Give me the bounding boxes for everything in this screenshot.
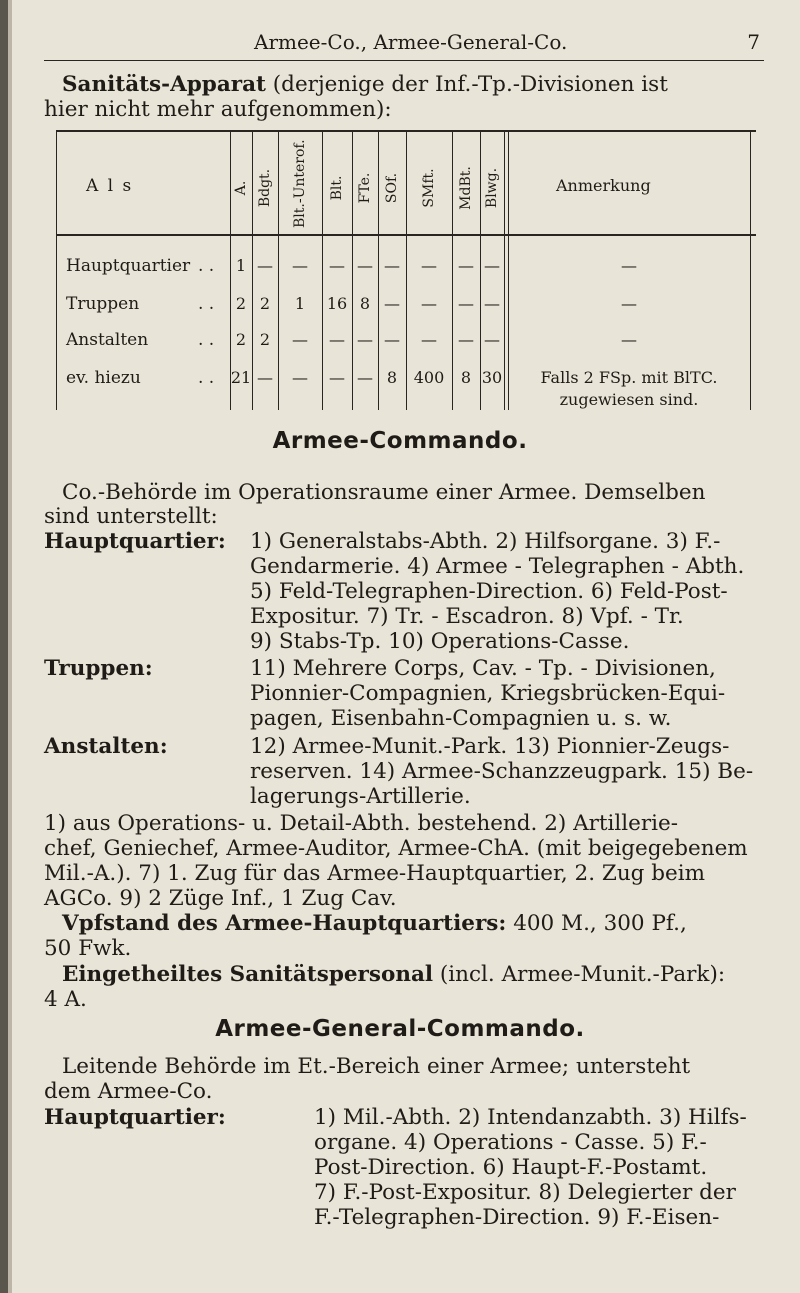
ac-hq-line: Expositur. 7) Tr. - Escadron. 8) Vpf. - Tr. — [250, 604, 684, 629]
agc-hq-line: organe. 4) Operations - Casse. 5) F.- — [314, 1130, 707, 1155]
col-header-MdBt: MdBt. — [458, 166, 474, 210]
table-cell: — — [329, 368, 345, 387]
col-header-A: A. — [233, 180, 249, 196]
ac-intro-2: sind unterstellt: — [44, 504, 218, 529]
table-cell: 16 — [326, 294, 348, 313]
table-cell: 2 — [259, 330, 271, 349]
table-cell: — — [384, 294, 400, 313]
ac-note-block — [44, 811, 748, 911]
ac-vpf-text: 400 M., 300 Pf., — [513, 911, 687, 936]
sanitaets-text-2: hier nicht mehr aufgenommen): — [44, 97, 392, 122]
ac-truppen-label: Truppen: — [44, 656, 153, 681]
page-number: 7 — [747, 30, 760, 54]
ac-vpf-label: Vpfstand des Armee-Hauptquartiers: — [62, 911, 507, 936]
sanitaets-heading: Sanitäts-Apparat — [62, 72, 266, 97]
ac-vpf-text-2: 50 Fwk. — [44, 936, 132, 961]
remark-header: Anmerkung — [556, 176, 651, 195]
ac-truppen-line: pagen, Eisenbahn-Compagnien u. s. w. — [250, 706, 672, 731]
table-cell: — — [421, 256, 437, 275]
table-cell: 2 — [235, 294, 247, 313]
ac-hq-label: Hauptquartier: — [44, 529, 226, 554]
table-cell: — — [421, 330, 437, 349]
ac-hq-line: 5) Feld-Telegraphen-Direction. 6) Feld-Post- — [250, 579, 728, 604]
ac-truppen-block — [250, 656, 725, 731]
ac-hq-block — [250, 529, 744, 654]
ac-hq-line: 9) Stabs-Tp. 10) Operations-Casse. — [250, 629, 630, 654]
row-remark-line-2: zugewiesen sind. — [559, 390, 699, 409]
table-cell: 21 — [230, 368, 252, 387]
row-label: Hauptquartier — [66, 256, 191, 276]
table-cell: 1 — [235, 256, 247, 275]
table-cell: — — [458, 330, 474, 349]
col-header-Bdgt: Bdgt. — [257, 168, 273, 208]
agc-hq-line: Post-Direction. 6) Haupt-F.-Postamt. — [314, 1155, 708, 1180]
row-remark: Falls 2 FSp. mit BlTC. — [540, 368, 718, 387]
table-cell: 2 — [235, 330, 247, 349]
table-cell: — — [357, 330, 373, 349]
agc-hq-label: Hauptquartier: — [44, 1105, 226, 1130]
agc-intro-2: dem Armee-Co. — [44, 1079, 213, 1104]
row-leader-dots: . . — [198, 368, 215, 388]
row-label: ev. hiezu — [66, 368, 141, 388]
table-cell: 30 — [481, 368, 503, 387]
running-header — [44, 26, 764, 61]
section-title-armee-general-commando: Armee-General-Commando. — [215, 1016, 585, 1042]
agc-hq-line: 1) Mil.-Abth. 2) Intendanzabth. 3) Hilfs- — [314, 1105, 747, 1130]
agc-hq-line: 7) F.-Post-Expositur. 8) Delegierter der — [314, 1180, 736, 1205]
col-header-SMft: SMft. — [421, 168, 437, 208]
table-cell: 400 — [413, 368, 445, 387]
section-title-armee-commando: Armee-Commando. — [272, 428, 528, 454]
ac-hq-line: Gendarmerie. 4) Armee - Telegraphen - Abth. — [250, 554, 745, 579]
col-header-FTe: FTe. — [357, 172, 373, 204]
table-cell: — — [484, 294, 500, 313]
table-cell: — — [292, 330, 308, 349]
row-remark: — — [621, 330, 637, 349]
ac-truppen-line: 11) Mehrere Corps, Cav. - Tp. - Divisionen, — [250, 656, 716, 681]
row-remark: — — [621, 294, 637, 313]
col-header-SOf: SOf. — [384, 172, 400, 204]
ac-intro-1: Co.-Behörde im Operationsraume einer Armee. Demselben — [62, 480, 706, 505]
row-leader-dots: . . — [198, 330, 215, 350]
ac-san-line — [62, 962, 725, 987]
table-cell: — — [384, 330, 400, 349]
ac-san-text: (incl. Armee-Munit.-Park): — [439, 962, 726, 987]
table-cell: — — [329, 256, 345, 275]
table-cell: — — [484, 256, 500, 275]
table-cell: — — [292, 256, 308, 275]
row-label: Truppen — [66, 294, 140, 314]
ac-anstalten-block — [250, 734, 753, 809]
table-cell: — — [384, 256, 400, 275]
col-header-Blt-Unterof: Blt.-Unterof. — [292, 139, 308, 228]
book-gutter-edge — [8, 0, 12, 1293]
ac-truppen-line: Pionnier-Compagnien, Kriegsbrücken-Equi- — [250, 681, 726, 706]
table-cell: — — [292, 368, 308, 387]
table-corner: A l s — [86, 176, 134, 196]
ac-note-line: AGCo. 9) 2 Züge Inf., 1 Zug Cav. — [44, 886, 397, 911]
row-leader-dots: . . — [198, 256, 215, 276]
ac-anstalten-line: lagerungs-Artillerie. — [250, 784, 471, 809]
table-cell: — — [357, 368, 373, 387]
table-cell: — — [458, 294, 474, 313]
sanitaets-text-1: (derjenige der Inf.-Tp.-Divisionen ist — [272, 72, 668, 97]
row-remark: — — [621, 256, 637, 275]
ac-hq-line: 1) Generalstabs-Abth. 2) Hilfsorgane. 3) F.- — [250, 529, 721, 554]
table-cell: 8 — [460, 368, 472, 387]
ac-san-label: Eingetheiltes Sanitätspersonal — [62, 962, 434, 987]
col-header-Blt: Blt. — [329, 175, 345, 201]
table-cell: 1 — [294, 294, 306, 313]
table-cell: — — [257, 368, 273, 387]
row-leader-dots: . . — [198, 294, 215, 314]
table-cell: — — [421, 294, 437, 313]
table-cell: 2 — [259, 294, 271, 313]
col-header-Blwg: Blwg. — [484, 167, 500, 209]
table-cell: 8 — [386, 368, 398, 387]
table-cell: 8 — [359, 294, 371, 313]
table-cell: — — [257, 256, 273, 275]
table-cell: — — [484, 330, 500, 349]
table-cell: — — [357, 256, 373, 275]
ac-anstalten-line: 12) Armee-Munit.-Park. 13) Pionnier-Zeugs- — [250, 734, 730, 759]
sanitaets-line-1 — [62, 72, 760, 97]
agc-hq-block — [314, 1105, 747, 1230]
table-cell: — — [458, 256, 474, 275]
ac-vpf-line — [62, 911, 687, 936]
ac-san-text-2: 4 A. — [44, 987, 87, 1012]
ac-anstalten-label: Anstalten: — [44, 734, 168, 759]
ac-note-line: 1) aus Operations- u. Detail-Abth. bestehend. 2) Artillerie- — [44, 811, 679, 836]
agc-intro-1: Leitende Behörde im Et.-Bereich einer Armee; untersteht — [62, 1054, 691, 1079]
staff-table — [56, 130, 756, 410]
book-gutter — [0, 0, 8, 1293]
table-cell: — — [329, 330, 345, 349]
header-title: Armee-Co., Armee-General-Co. — [254, 30, 568, 54]
ac-anstalten-line: reserven. 14) Armee-Schanzzeugpark. 15) Be- — [250, 759, 754, 784]
ac-note-line: Mil.-A.). 7) 1. Zug für das Armee-Hauptquartier, 2. Zug beim — [44, 861, 706, 886]
ac-note-line: chef, Geniechef, Armee-Auditor, Armee-ChA. (mit beigegebenem — [44, 836, 748, 861]
row-label: Anstalten — [66, 330, 149, 350]
agc-hq-line: F.-Telegraphen-Direction. 9) F.-Eisen- — [314, 1205, 720, 1230]
